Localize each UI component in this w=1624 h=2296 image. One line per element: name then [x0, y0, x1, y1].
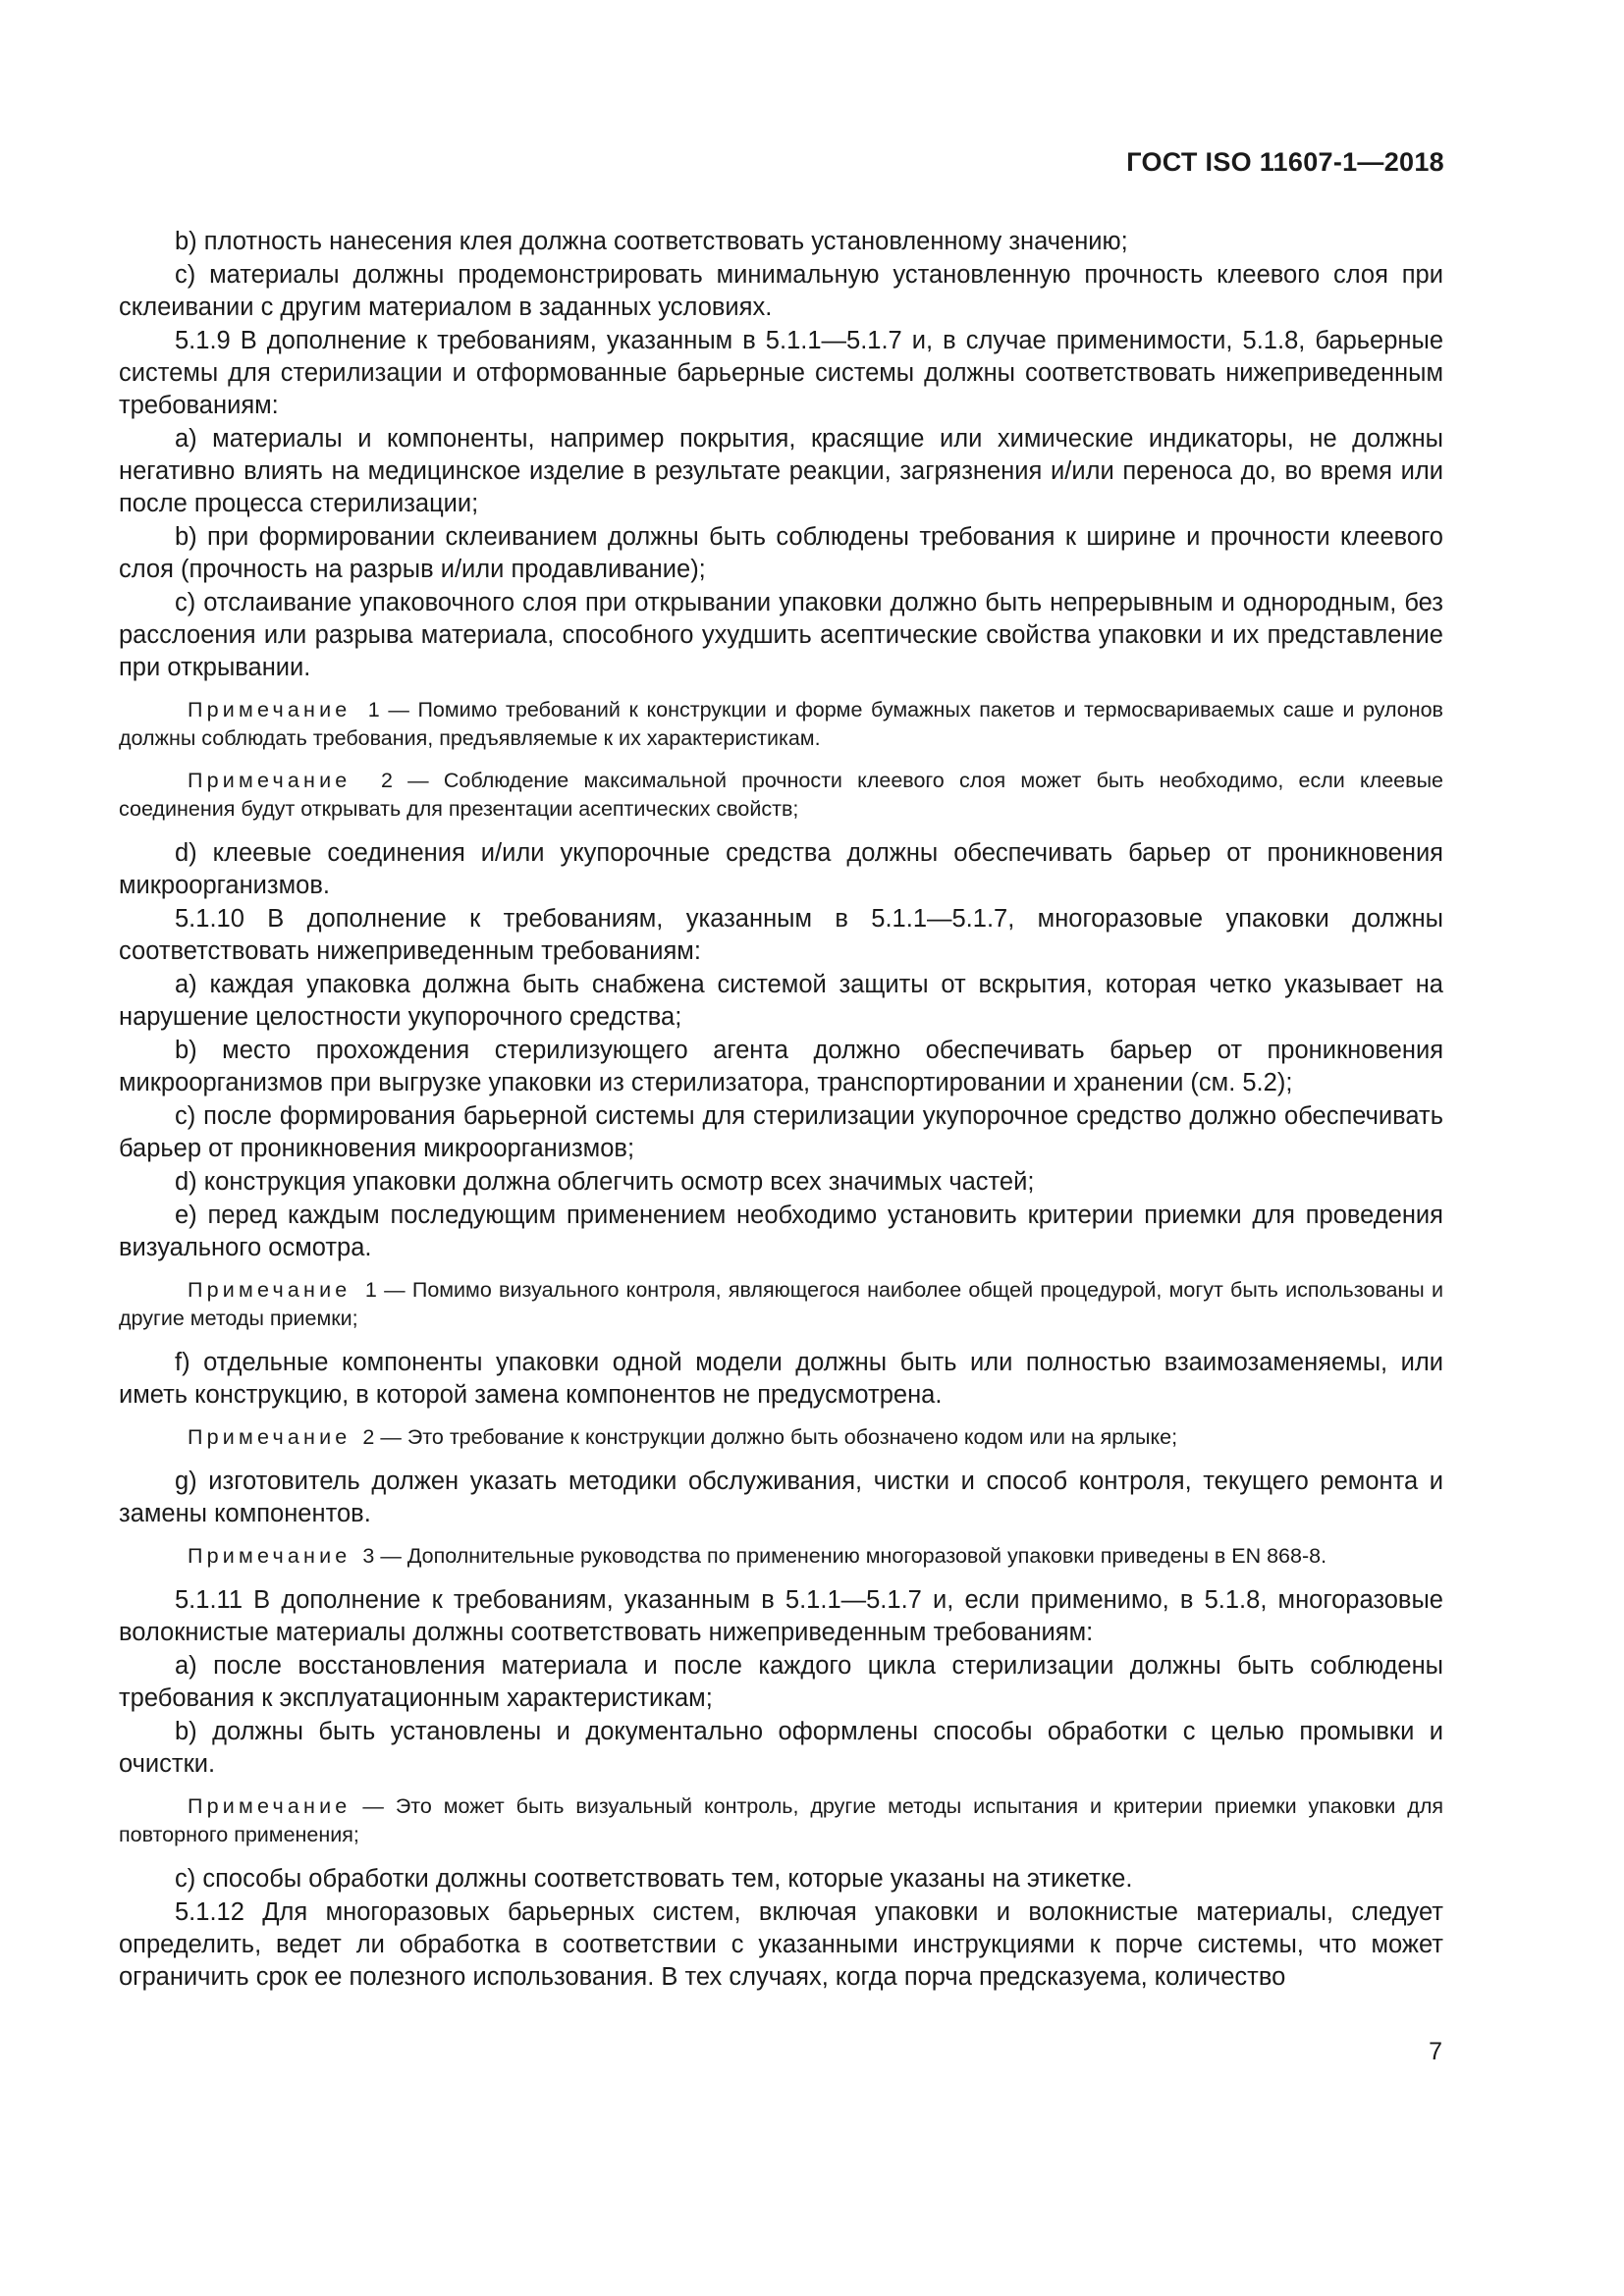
note-text: Помимо визуального контроля, являющегося наиболее общей процедурой, могут быть использованы и другие методы приемки; — [119, 1278, 1443, 1330]
paragraph: 5.1.9 В дополнение к требованиям, указанным в 5.1.1—5.1.7 и, в случае применимости, 5.1.8, барьерные системы для стерилизации и отформованные барьерные системы должны соответствовать нижеприведенным требованиям: — [119, 327, 1443, 419]
paragraph: 5.1.11 В дополнение к требованиям, указанным в 5.1.1—5.1.7 и, если применимо, в 5.1.8, многоразовые волокнистые материалы должны соответствовать нижеприведенным требованиям: — [119, 1586, 1443, 1646]
note-text: Это может быть визуальный контроль, другие методы испытания и критерии приемки упаковки для повторного применения; — [119, 1794, 1444, 1846]
note-label: Примечание — [188, 1794, 352, 1818]
paragraph: b) должны быть установлены и документально оформлены способы обработки с целью промывки и очистки. — [119, 1718, 1443, 1778]
paragraph: e) перед каждым последующим применением необходимо установить критерии приемки для проведения визуального осмотра. — [119, 1201, 1443, 1261]
paragraph: c) материалы должны продемонстрировать минимальную установленную прочность клеевого слоя при склеивании с другим материалом в заданных условиях. — [119, 261, 1443, 321]
paragraph: c) после формирования барьерной системы для стерилизации укупорочное средство должно обеспечивать барьер от проникновения микроорганизмов; — [119, 1102, 1443, 1162]
document-body — [119, 226, 1443, 1995]
paragraph: d) конструкция упаковки должна облегчить осмотр всех значимых частей; — [175, 1168, 1035, 1196]
note-text: Дополнительные руководства по применению многоразовой упаковки приведены в EN 868-8. — [406, 1544, 1327, 1568]
note-label: Примечание — [188, 769, 352, 792]
note-label: Примечание — [188, 1544, 352, 1568]
paragraph: d) клеевые соединения и/или укупорочные средства должны обеспечивать барьер от проникновения микроорганизмов. — [119, 839, 1443, 899]
paragraph: 5.1.10 В дополнение к требованиям, указанным в 5.1.1—5.1.7, многоразовые упаковки должны соответствовать нижеприведенным требованиям: — [119, 905, 1443, 965]
note-text: Соблюдение максимальной прочности клеевого слоя может быть необходимо, если клеевые соединения будут открывать для презентации асептических свойств; — [119, 769, 1443, 821]
paragraph: g) изготовитель должен указать методики обслуживания, чистки и способ контроля, текущего ремонта и замены компонентов. — [119, 1468, 1443, 1527]
paragraph: a) каждая упаковка должна быть снабжена системой защиты от вскрытия, которая четко указывает на нарушение целостности укупорочного средства; — [119, 971, 1443, 1031]
note-number: 2 — [362, 1425, 375, 1449]
note-text: Помимо требований к конструкции и форме бумажных пакетов и термосвариваемых саше и рулонов должны соблюдать требования, предъявляемые к их характеристикам. — [119, 698, 1443, 750]
page-number: 7 — [1429, 2038, 1442, 2065]
note: Примечание 1 — Помимо визуального контроля, являющегося наиболее общей процедурой, могут быть использованы и другие методы приемки; — [119, 1278, 1443, 1330]
paragraph: b) плотность нанесения клея должна соответствовать установленному значению; — [175, 228, 1128, 255]
paragraph: a) после восстановления материала и после каждого цикла стерилизации должны быть соблюдены требования к эксплуатационным характеристикам; — [119, 1652, 1443, 1712]
paragraph: c) способы обработки должны соответствовать тем, которые указаны на этикетке. — [175, 1865, 1133, 1893]
document-code-header: ГОСТ ISO 11607-1—2018 — [1126, 147, 1444, 177]
paragraph: 5.1.12 Для многоразовых барьерных систем, включая упаковки и волокнистые материалы, следует определить, ведет ли обработка в соответствии с указанными инструкциями к порче системы, что может ограничить срок ее полезного использования. В тех случаях, когда порча предсказуема, количество — [119, 1898, 1443, 1991]
paragraph: b) при формировании склеиванием должны быть соблюдены требования к ширине и прочности клеевого слоя (прочность на разрыв и/или продавливание); — [119, 523, 1443, 583]
note-text: Это требование к конструкции должно быть обозначено кодом или на ярлыке; — [406, 1425, 1178, 1449]
note: Примечание 3 — Дополнительные руководства по применению многоразовой упаковки приведены в EN 868-8. — [188, 1544, 1327, 1568]
note: Примечание 2 — Это требование к конструкции должно быть обозначено кодом или на ярлыке; — [188, 1425, 1178, 1449]
note-label: Примечание — [188, 1425, 352, 1449]
note: Примечание — Это может быть визуальный контроль, другие методы испытания и критерии приемки упаковки для повторного применения; — [119, 1794, 1444, 1846]
paragraph: c) отслаивание упаковочного слоя при открывании упаковки должно быть непрерывным и однородным, без расслоения или разрыва материала, способного ухудшить асептические свойства упаковки и их представление при открывании. — [119, 589, 1443, 681]
note-number: 1 — [367, 698, 380, 721]
paragraph: f) отдельные компоненты упаковки одной модели должны быть или полностью взаимозаменяемы, или иметь конструкцию, в которой замена компонентов не предусмотрена. — [119, 1349, 1443, 1409]
note-number: 2 — [380, 769, 393, 792]
paragraph: a) материалы и компоненты, например покрытия, красящие или химические индикаторы, не должны негативно влиять на медицинское изделие в результате реакции, загрязнения и/или переноса до, во время или после процесса стерилизации; — [119, 425, 1443, 517]
note-number: 1 — [364, 1278, 377, 1302]
note: Примечание 1 — Помимо требований к конструкции и форме бумажных пакетов и термосвариваемых саше и рулонов должны соблюдать требования, предъявляемые к их характеристикам. — [119, 698, 1443, 750]
note: Примечание 2 — Соблюдение максимальной прочности клеевого слоя может быть необходимо, если клеевые соединения будут открывать для презентации асептических свойств; — [119, 769, 1443, 821]
note-label: Примечание — [188, 698, 352, 721]
note-label: Примечание — [188, 1278, 352, 1302]
note-number: 3 — [362, 1544, 375, 1568]
paragraph: b) место прохождения стерилизующего агента должно обеспечивать барьер от проникновения микроорганизмов при выгрузке упаковки из стерилизатора, транспортировании и хранении (см. 5.2); — [119, 1037, 1443, 1096]
